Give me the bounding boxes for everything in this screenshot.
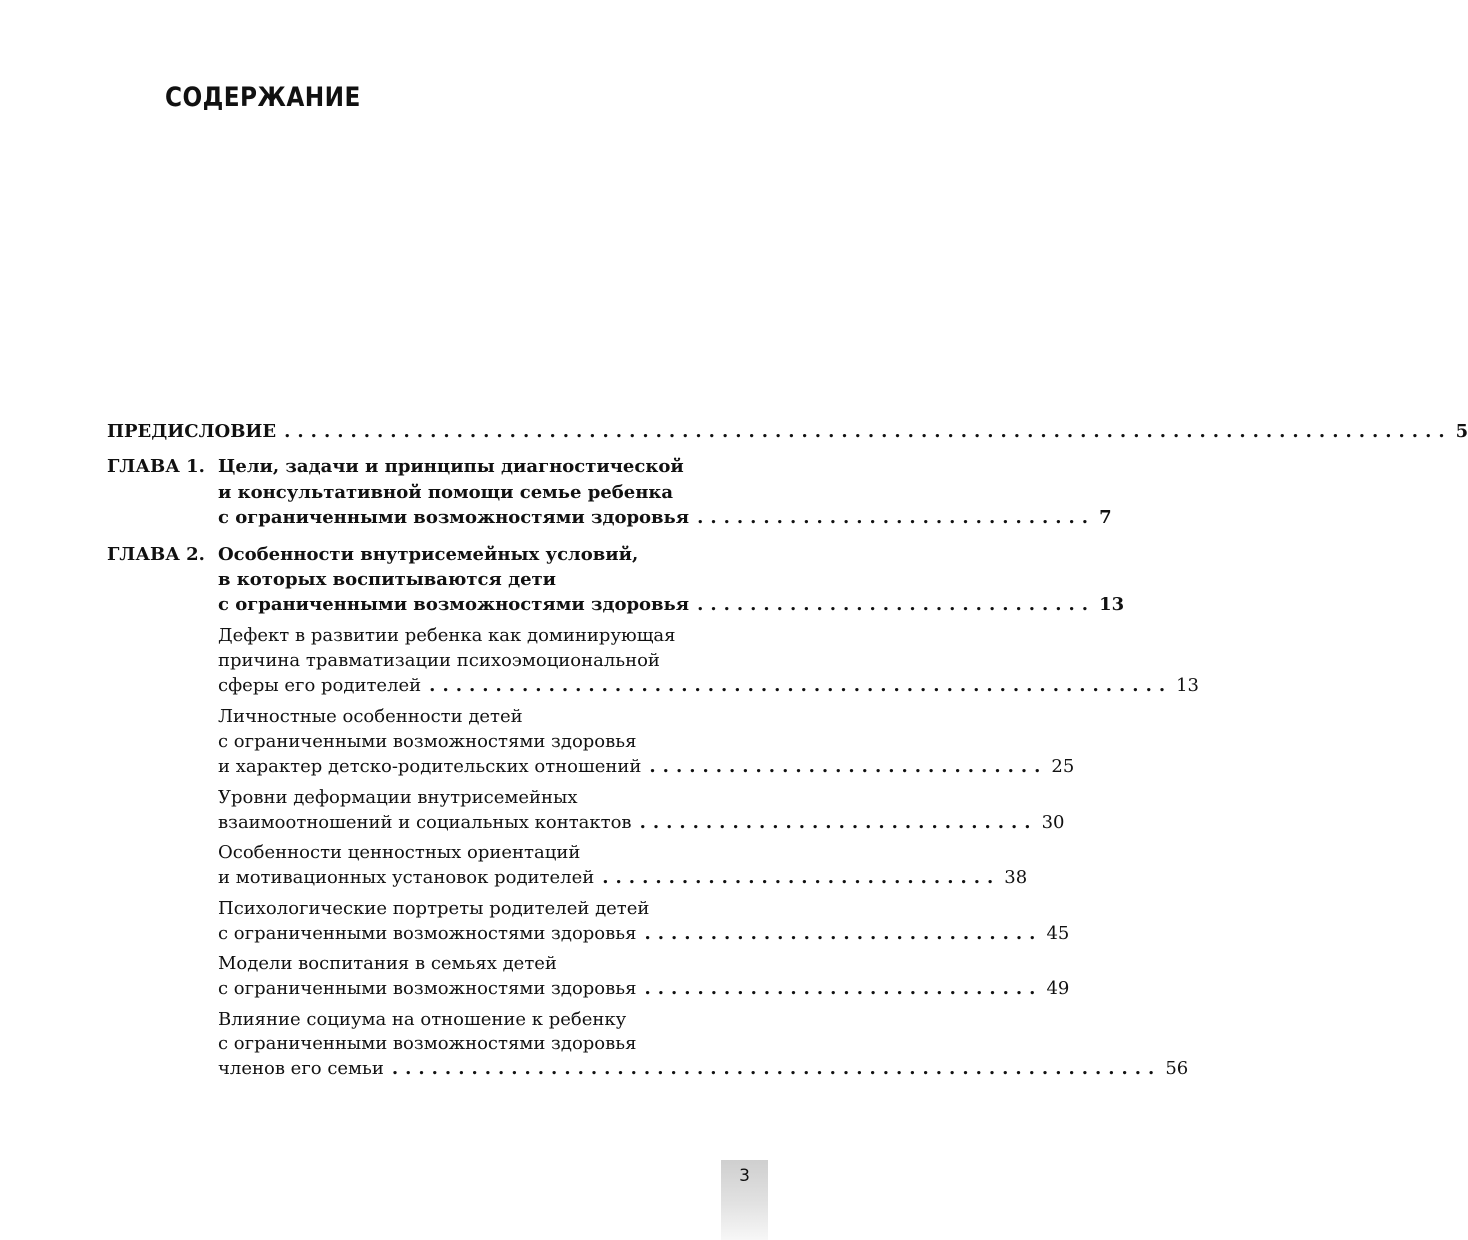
- chapter-prefix: ГЛАВА 1.: [107, 456, 205, 477]
- toc-page-number: 38: [1004, 867, 1028, 888]
- toc-entry-line: Особенности ценностных ориентаций: [218, 842, 581, 863]
- dot-leader: ........................................................................................: [284, 421, 1452, 442]
- dot-leader: ..............................: [644, 978, 1043, 999]
- toc-entry-line: взаимоотношений и социальных контактов: [218, 812, 632, 833]
- toc-page-number: 13: [1176, 675, 1200, 696]
- dot-leader: ..............................: [644, 923, 1043, 944]
- toc-page-number: 30: [1041, 812, 1065, 833]
- toc-entry-title: ПРЕДИСЛОВИЕ: [107, 421, 277, 442]
- toc-entry-line: с ограниченными возможностями здоровья: [218, 978, 637, 999]
- dot-leader: ..............................: [649, 756, 1048, 777]
- toc-entry-line: с ограниченными возможностями здоровья: [218, 1033, 637, 1054]
- chapter-prefix: ГЛАВА 2.: [107, 544, 205, 565]
- dot-leader: ..............................: [602, 867, 1001, 888]
- dot-leader: ..............................: [639, 812, 1038, 833]
- toc-entry-last-line: [218, 922, 1070, 946]
- toc-entry-line: Личностные особенности детей: [218, 706, 523, 727]
- toc-entry-line: Уровни деформации внутрисемейных: [218, 787, 578, 808]
- toc-entry-last-line: [218, 506, 1112, 530]
- toc-entry-last-line: [218, 674, 1200, 698]
- toc-entry-line: Модели воспитания в семьях детей: [218, 953, 557, 974]
- dot-leader: ..........................................................: [391, 1058, 1162, 1079]
- toc-page-number: 45: [1046, 923, 1070, 944]
- toc-page-number: 5: [1455, 421, 1468, 442]
- toc-entry-last-line: [218, 1057, 1189, 1081]
- toc-page-number: 25: [1051, 756, 1075, 777]
- page-title: СОДЕРЖАНИЕ: [165, 82, 361, 113]
- toc-entry-line: Цели, задачи и принципы диагностической: [218, 456, 684, 477]
- toc-entry-line: Влияние социума на отношение к ребенку: [218, 1009, 627, 1030]
- toc-entry-last-line: [218, 811, 1065, 835]
- page-number: 3: [739, 1166, 750, 1186]
- toc-entry-line: и мотивационных установок родителей: [218, 867, 595, 888]
- toc-entry-line: причина травматизации психоэмоциональной: [218, 650, 660, 671]
- toc-entry-last-line: [218, 977, 1070, 1001]
- toc-entry-line: с ограниченными возможностями здоровья: [218, 594, 690, 615]
- toc-entry-line: с ограниченными возможностями здоровья: [218, 923, 637, 944]
- toc-entry-line: членов его семьи: [218, 1058, 384, 1079]
- toc-entry-last-line: [218, 866, 1028, 890]
- toc-page-number: 49: [1046, 978, 1070, 999]
- toc-entry-preface[interactable]: [107, 420, 1468, 444]
- toc-entry-line: и консультативной помощи семье ребенка: [218, 482, 674, 503]
- toc-entry-line: Особенности внутрисемейных условий,: [218, 544, 639, 565]
- dot-leader: ........................................................: [429, 675, 1173, 696]
- toc-entry-last-line: [218, 755, 1075, 779]
- toc-entry-line: Дефект в развитии ребенка как доминирующая: [218, 625, 676, 646]
- dot-leader: ..............................: [697, 594, 1096, 615]
- toc-page-number: 7: [1099, 507, 1112, 528]
- toc-page-number: 56: [1165, 1058, 1189, 1079]
- toc-entry-last-line: [218, 593, 1125, 617]
- toc-page-number: 13: [1099, 594, 1125, 615]
- page-number-tab: [721, 1160, 768, 1240]
- toc-entry-line: в которых воспитываются дети: [218, 569, 557, 590]
- toc-entry-line: и характер детско-родительских отношений: [218, 756, 642, 777]
- toc-entry-line: с ограниченными возможностями здоровья: [218, 731, 637, 752]
- toc-entry-line: с ограниченными возможностями здоровья: [218, 507, 690, 528]
- toc-entry-line: Психологические портреты родителей детей: [218, 898, 650, 919]
- toc-entry-line: сферы его родителей: [218, 675, 422, 696]
- dot-leader: ..............................: [697, 507, 1096, 528]
